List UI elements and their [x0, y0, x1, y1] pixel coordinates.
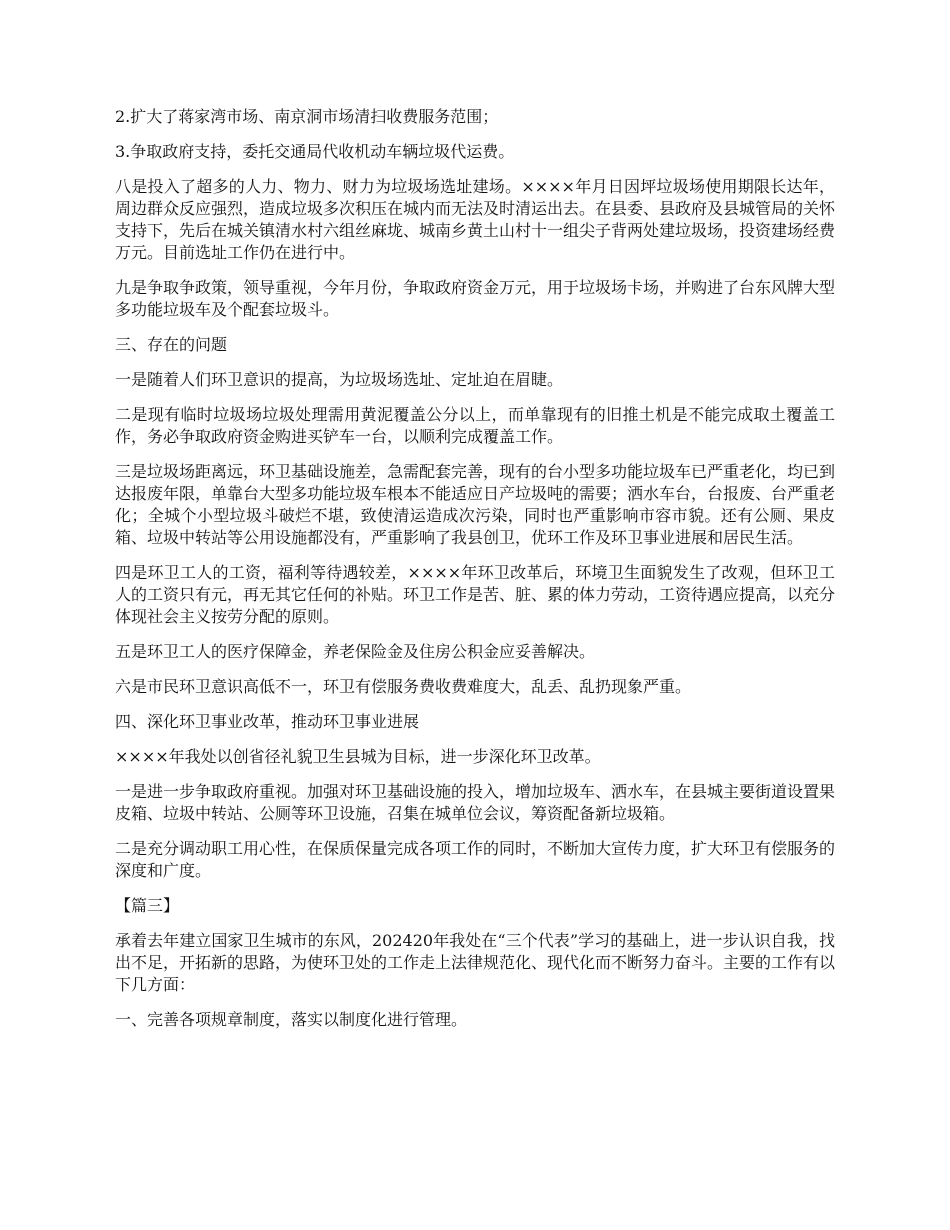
section-heading-problems: 三、存在的问题: [115, 335, 228, 354]
paragraph-problem-5: 五是环卫工人的医疗保障金，养老保险金及住房公积金应妥善解决。: [115, 642, 596, 661]
paragraph-reform-goal: ××××年我处以创省径礼貌卫生县城为目标，进一步深化环卫改革。: [115, 747, 601, 766]
section-heading-regulations: 一、完善各项规章制度，落实以制度化进行管理。: [115, 1010, 468, 1029]
section-heading-reform: 四、深化环卫事业改革，推动环卫事业进展: [115, 712, 420, 731]
paragraph-problem-2: 二是现有临时垃圾场垃圾处理需用黄泥覆盖公分以上，而单靠现有的旧推土机是不能完成取土覆盖工作，务必争取政府资金购进买铲车一台，以顺利完成覆盖工作。: [115, 405, 835, 446]
paragraph-reform-1: 一是进一步争取政府重视。加强对环卫基础设施的投入，增加垃圾车、洒水车，在县城主要街道设置果皮箱、垃圾中转站、公厕等环卫设施，召集在城单位会议，筹资配备新垃圾箱。: [115, 782, 836, 823]
paragraph-problem-6: 六是市民环卫意识高低不一，环卫有偿服务费收费难度大，乱丢、乱扔现象严重。: [115, 677, 692, 696]
paragraph-problem-4: 四是环卫工人的工资，福利等待遇较差，××××年环卫改革后，环境卫生面貌发生了改观，但环卫工人的工资只有元，再无其它任何的补贴。环卫工作是苦、脏、累的体力劳动，工资待遇应提高，以充分体现社会主义按劳分配的原则。: [115, 563, 836, 626]
paragraph-reform-2: 二是充分调动职工用心性，在保质保量完成各项工作的同时，不断加大宣传力度，扩大环卫有偿服务的深度和广度。: [115, 839, 836, 880]
paragraph-ninth-point: 九是争取争政策，领导重视，今年月份，争取政府资金万元，用于垃圾场卡场，并购进了台东风牌大型多功能垃圾车及个配套垃圾斗。: [115, 278, 836, 319]
paragraph-problem-3: 三是垃圾场距离远，环卫基础设施差，急需配套完善，现有的台小型多功能垃圾车已严重老化，均已到达报废年限，单靠台大型多功能垃圾车根本不能适应日产垃圾吨的需要；洒水车台，台报废、台严重老化；全城个小型垃圾斗破烂不堪，致使清运造成次污染，同时也严重影响市容市貌。还有公厕、果皮箱、垃圾中转站等公用设施都没有，严重影响了我县创卫，优环工作及环卫事业进展和居民生活。: [115, 462, 836, 547]
document-page: [115, 106, 835, 1044]
chapter-heading-part-three: 【篇三】: [115, 896, 180, 915]
paragraph-eighth-point: 八是投入了超多的人力、物力、财力为垃圾场选址建场。××××年月日因坪垃圾场使用期限长达年，周边群众反应强烈，造成垃圾多次积压在城内而无法及时清运出去。在县委、县政府及县城管局的关怀支持下，先后在城关镇清水村六组丝麻垅、城南乡黄土山村十一组尖子背两处建垃圾场，投资建场经费万元。目前选址工作仍在进行中。: [115, 177, 836, 262]
paragraph-item-3: 3.争取政府支持，委托交通局代收机动车辆垃圾代运费。: [115, 142, 515, 161]
paragraph-item-2: 2.扩大了蒋家湾市场、南京洞市场清扫收费服务范围；: [115, 107, 499, 126]
paragraph-problem-1: 一是随着人们环卫意识的提高，为垃圾场选址、定址迫在眉睫。: [115, 370, 564, 389]
paragraph-part-three-intro: 承着去年建立国家卫生城市的东风，202420年我处在“三个代表”学习的基础上，进一步认识自我，找出不足，开拓新的思路，为使环卫处的工作走上法律规范化、现代化而不断努力奋斗。主要的工作有以下几方面：: [115, 931, 836, 994]
